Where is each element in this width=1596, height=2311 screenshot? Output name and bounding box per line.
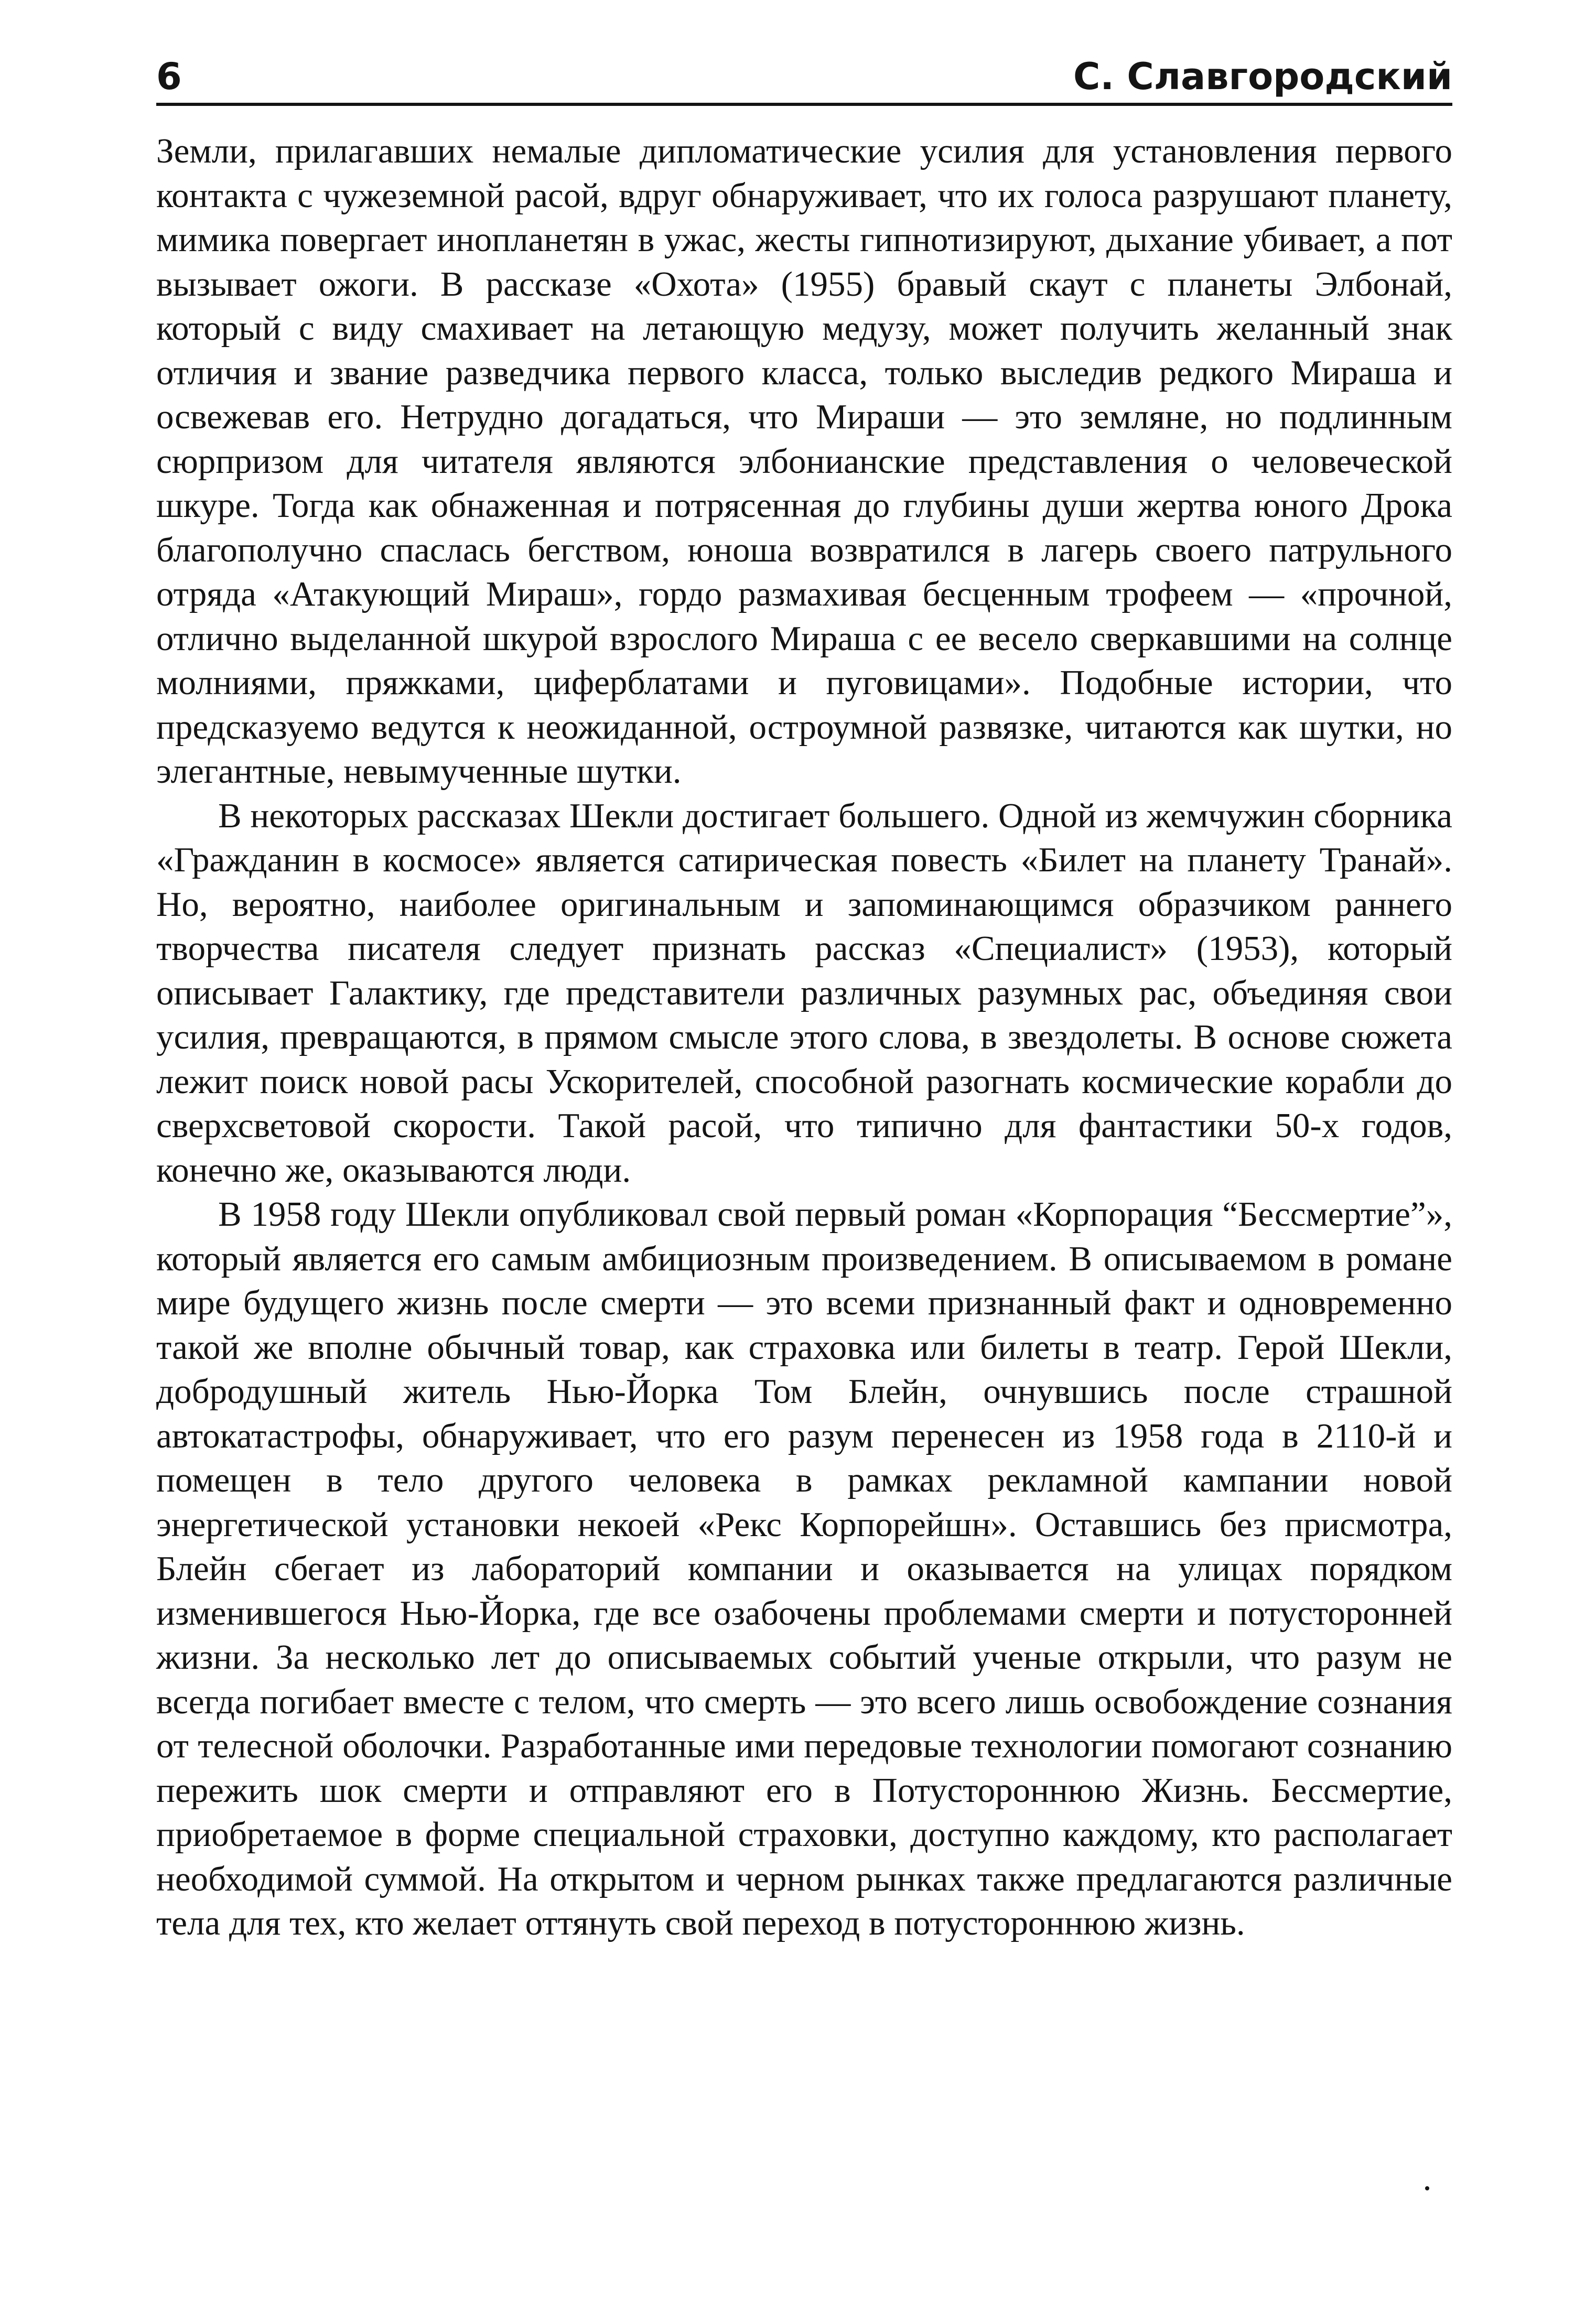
page-header (156, 50, 1452, 103)
page-number: 6 (156, 55, 182, 98)
running-head: С. Славгородский (1073, 55, 1452, 98)
trailing-dot (1425, 2186, 1429, 2190)
paragraph-2: В некоторых рассказах Шекли достигает большего. Одной из жемчужин сборника «Гражданин в космосе» является сатирическая повесть «Билет на планету Транай». Но, вероятно, наиболее оригинальным и запоминающимся образчиком раннего творчества писателя следует признать рассказ «Специалист» (1953), который описывает Галактику, где представители различных разумных рас, объединяя свои усилия, превращаются, в прямом смысле этого слова, в звездолеты. В основе сюжета лежит поиск новой расы Ускорителей, способной разогнать космические корабли до сверхсветовой скорости. Такой расой, что типично для фантастики 50-х годов, конечно же, оказываются люди. (156, 796, 1452, 1190)
book-page (156, 50, 1452, 1942)
paragraph-3: В 1958 году Шекли опубликовал свой первый роман «Корпорация “Бессмертие”», который является его самым амбициозным произведением. В описываемом в романе мире будущего жизнь после смерти — это всеми признанный факт и одновременно такой же вполне обычный товар, как страховка или билеты в театр. Герой Шекли, добродушный житель Нью-Йорка Том Блейн, очнувшись после страшной автокатастрофы, обнаруживает, что его разум перенесен из 1958 года в 2110-й и помещен в тело другого человека в рамках рекламной кампании новой энергетической установки некоей «Рекс Корпорейшн». Оставшись без присмотра, Блейн сбегает из лабораторий компании и оказывается на улицах порядком изменившегося Нью-Йорка, где все озабочены проблемами смерти и потусторонней жизни. За несколько лет до описываемых событий ученые открыли, что разум не всегда погибает вместе с телом, что смерть — это всего лишь освобождение сознания от телесной оболочки. Разработанные ими передовые технологии помогают сознанию пережить шок смерти и отправляют его в Потустороннюю Жизнь. Бессмертие, приобретаемое в форме специальной страховки, доступно каждому, кто располагает необходимой суммой. На открытом и черном рынках также предлагаются различные тела для тех, кто желает оттянуть свой переход в потустороннюю жизнь. (156, 1195, 1452, 1942)
body-text (156, 129, 1452, 1946)
header-rule (156, 103, 1452, 106)
paragraph-1: Земли, прилагавших немалые дипломатические усилия для установления первого контакта с чужеземной расой, вдруг обнаруживает, что их голоса разрушают планету, мимика повергает инопланетян в ужас, жесты гипнотизируют, дыхание убивает, а пот вызывает ожоги. В рассказе «Охота» (1955) бравый скаут с планеты Элбонай, который с виду смахивает на летающую медузу, может получить желанный знак отличия и звание разведчика первого класса, только выследив редкого Мираша и освежевав его. Нетрудно догадаться, что Мираши — это земляне, но подлинным сюрпризом для читателя являются элбонианские представления о человеческой шкуре. Тогда как обнаженная и потрясенная до глубины души жертва юного Дрока благополучно спаслась бегством, юноша возвратился в лагерь своего патрульного отряда «Атакующий Мираш», гордо размахивая бесценным трофеем — «прочной, отлично выделанной шкурой взрослого Мираша с ее весело сверкавшими на солнце молниями, пряжками, циферблатами и пуговицами». Подобные истории, что предсказуемо ведутся к неожиданной, остроумной развязке, читаются как шутки, но элегантные, невымученные шутки. (156, 132, 1452, 791)
